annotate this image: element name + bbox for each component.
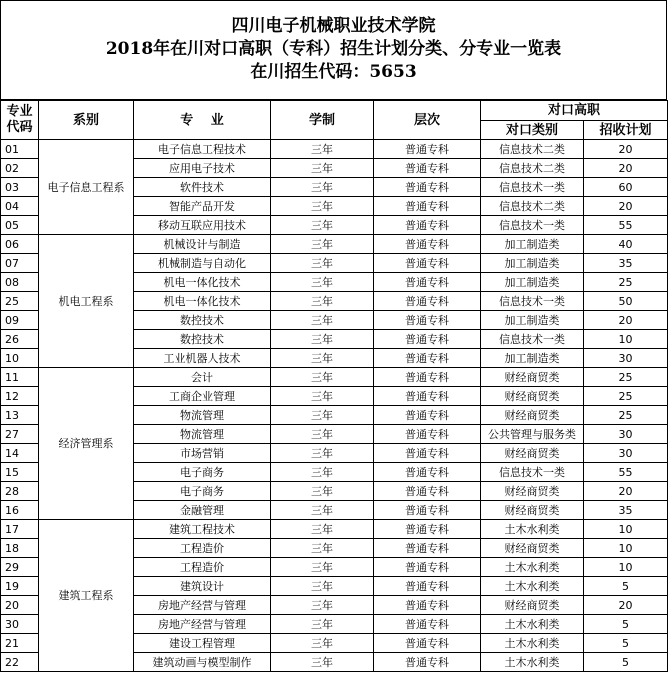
cell-duration[interactable]: 三年 — [271, 349, 374, 368]
header-plan[interactable]: 招收计划 — [584, 121, 668, 140]
cell-category[interactable]: 信息技术一类 — [481, 178, 584, 197]
cell-code[interactable]: 01 — [1, 140, 39, 159]
cell-category[interactable]: 土木水利类 — [481, 634, 584, 653]
cell-duration[interactable]: 三年 — [271, 406, 374, 425]
cell-level[interactable]: 普通专科 — [374, 216, 481, 235]
cell-duration[interactable]: 三年 — [271, 159, 374, 178]
cell-plan[interactable]: 10 — [584, 558, 668, 577]
cell-code[interactable]: 08 — [1, 273, 39, 292]
title-block — [0, 0, 667, 100]
cell-plan[interactable]: 20 — [584, 596, 668, 615]
cell-code[interactable]: 04 — [1, 197, 39, 216]
cell-plan[interactable]: 50 — [584, 292, 668, 311]
cell-plan[interactable]: 20 — [584, 159, 668, 178]
cell-category[interactable]: 信息技术二类 — [481, 197, 584, 216]
cell-category[interactable]: 加工制造类 — [481, 273, 584, 292]
cell-duration[interactable]: 三年 — [271, 577, 374, 596]
cell-duration[interactable]: 三年 — [271, 197, 374, 216]
cell-duration[interactable]: 三年 — [271, 311, 374, 330]
cell-level[interactable]: 普通专科 — [374, 425, 481, 444]
cell-code[interactable]: 07 — [1, 254, 39, 273]
cell-category[interactable]: 信息技术一类 — [481, 463, 584, 482]
cell-level[interactable]: 普通专科 — [374, 463, 481, 482]
cell-level[interactable]: 普通专科 — [374, 596, 481, 615]
cell-major[interactable]: 物流管理 — [134, 406, 271, 425]
cell-code[interactable]: 09 — [1, 311, 39, 330]
cell-category[interactable]: 财经商贸类 — [481, 406, 584, 425]
cell-category[interactable]: 加工制造类 — [481, 235, 584, 254]
cell-duration[interactable]: 三年 — [271, 254, 374, 273]
cell-level[interactable]: 普通专科 — [374, 444, 481, 463]
cell-level[interactable]: 普通专科 — [374, 140, 481, 159]
cell-department[interactable]: 电子信息工程系 — [39, 140, 134, 235]
cell-code[interactable]: 05 — [1, 216, 39, 235]
header-level[interactable]: 层次 — [374, 101, 481, 140]
cell-duration[interactable]: 三年 — [271, 178, 374, 197]
cell-plan[interactable]: 5 — [584, 653, 668, 672]
cell-major[interactable]: 数控技术 — [134, 330, 271, 349]
cell-duration[interactable]: 三年 — [271, 482, 374, 501]
cell-duration[interactable]: 三年 — [271, 634, 374, 653]
cell-major[interactable]: 建设工程管理 — [134, 634, 271, 653]
cell-category[interactable]: 土木水利类 — [481, 653, 584, 672]
cell-level[interactable]: 普通专科 — [374, 615, 481, 634]
cell-category[interactable]: 信息技术一类 — [481, 216, 584, 235]
cell-duration[interactable]: 三年 — [271, 273, 374, 292]
cell-level[interactable]: 普通专科 — [374, 292, 481, 311]
cell-category[interactable]: 财经商贸类 — [481, 539, 584, 558]
cell-level[interactable]: 普通专科 — [374, 349, 481, 368]
table-row — [1, 140, 668, 159]
cell-duration[interactable]: 三年 — [271, 235, 374, 254]
cell-duration[interactable]: 三年 — [271, 520, 374, 539]
cell-major[interactable]: 会计 — [134, 368, 271, 387]
cell-level[interactable]: 普通专科 — [374, 520, 481, 539]
cell-level[interactable]: 普通专科 — [374, 558, 481, 577]
cell-duration[interactable]: 三年 — [271, 444, 374, 463]
cell-code[interactable]: 19 — [1, 577, 39, 596]
cell-code[interactable]: 03 — [1, 178, 39, 197]
cell-duration[interactable]: 三年 — [271, 330, 374, 349]
cell-code[interactable]: 11 — [1, 368, 39, 387]
cell-plan[interactable]: 5 — [584, 634, 668, 653]
cell-category[interactable]: 土木水利类 — [481, 520, 584, 539]
cell-major[interactable]: 机电一体化技术 — [134, 273, 271, 292]
cell-level[interactable]: 普通专科 — [374, 577, 481, 596]
cell-plan[interactable]: 35 — [584, 254, 668, 273]
cell-level[interactable]: 普通专科 — [374, 273, 481, 292]
cell-plan[interactable]: 25 — [584, 273, 668, 292]
cell-duration[interactable]: 三年 — [271, 653, 374, 672]
cell-category[interactable]: 土木水利类 — [481, 577, 584, 596]
cell-duration[interactable]: 三年 — [271, 463, 374, 482]
cell-category[interactable]: 加工制造类 — [481, 311, 584, 330]
cell-duration[interactable]: 三年 — [271, 425, 374, 444]
cell-duration[interactable]: 三年 — [271, 387, 374, 406]
title-school: 四川电子机械职业技术学院 — [231, 16, 436, 36]
cell-plan[interactable]: 5 — [584, 577, 668, 596]
cell-plan[interactable]: 30 — [584, 444, 668, 463]
cell-major[interactable]: 机械制造与自动化 — [134, 254, 271, 273]
cell-level[interactable]: 普通专科 — [374, 330, 481, 349]
cell-duration[interactable]: 三年 — [271, 539, 374, 558]
table-row — [1, 235, 668, 254]
cell-level[interactable]: 普通专科 — [374, 501, 481, 520]
table-row — [1, 520, 668, 539]
cell-plan[interactable]: 10 — [584, 520, 668, 539]
cell-major[interactable]: 物流管理 — [134, 425, 271, 444]
cell-category[interactable]: 公共管理与服务类 — [481, 425, 584, 444]
cell-category[interactable]: 土木水利类 — [481, 615, 584, 634]
cell-level[interactable]: 普通专科 — [374, 178, 481, 197]
cell-code[interactable]: 29 — [1, 558, 39, 577]
cell-plan[interactable]: 20 — [584, 140, 668, 159]
cell-major[interactable]: 建筑动画与模型制作 — [134, 653, 271, 672]
cell-major[interactable]: 电子商务 — [134, 482, 271, 501]
header-row-1 — [1, 101, 668, 121]
cell-duration[interactable]: 三年 — [271, 615, 374, 634]
cell-major[interactable]: 市场营销 — [134, 444, 271, 463]
cell-code[interactable]: 30 — [1, 615, 39, 634]
cell-category[interactable]: 信息技术一类 — [481, 292, 584, 311]
cell-duration[interactable]: 三年 — [271, 368, 374, 387]
cell-category[interactable]: 信息技术二类 — [481, 140, 584, 159]
cell-plan[interactable]: 40 — [584, 235, 668, 254]
cell-code[interactable]: 26 — [1, 330, 39, 349]
cell-code[interactable]: 16 — [1, 501, 39, 520]
cell-department[interactable]: 经济管理系 — [39, 368, 134, 520]
cell-plan[interactable]: 20 — [584, 482, 668, 501]
cell-code[interactable]: 27 — [1, 425, 39, 444]
cell-plan[interactable]: 30 — [584, 349, 668, 368]
cell-level[interactable]: 普通专科 — [374, 539, 481, 558]
cell-category[interactable]: 土木水利类 — [481, 558, 584, 577]
cell-plan[interactable]: 10 — [584, 539, 668, 558]
header-code-line2: 代码 — [6, 120, 33, 135]
header-code-cell[interactable] — [1, 101, 39, 140]
cell-plan[interactable]: 5 — [584, 615, 668, 634]
cell-major[interactable]: 金融管理 — [134, 501, 271, 520]
cell-plan[interactable]: 20 — [584, 197, 668, 216]
cell-major[interactable]: 房地产经营与管理 — [134, 596, 271, 615]
cell-major[interactable]: 工业机器人技术 — [134, 349, 271, 368]
cell-category[interactable]: 财经商贸类 — [481, 501, 584, 520]
cell-code[interactable]: 06 — [1, 235, 39, 254]
cell-category[interactable]: 信息技术二类 — [481, 159, 584, 178]
cell-category[interactable]: 财经商贸类 — [481, 368, 584, 387]
cell-category[interactable]: 加工制造类 — [481, 349, 584, 368]
cell-plan[interactable]: 20 — [584, 311, 668, 330]
cell-major[interactable]: 机电一体化技术 — [134, 292, 271, 311]
cell-major[interactable]: 建筑设计 — [134, 577, 271, 596]
cell-category[interactable]: 财经商贸类 — [481, 444, 584, 463]
cell-major[interactable]: 电子信息工程技术 — [134, 140, 271, 159]
cell-level[interactable]: 普通专科 — [374, 368, 481, 387]
cell-level[interactable]: 普通专科 — [374, 197, 481, 216]
header-category[interactable]: 对口类别 — [481, 121, 584, 140]
cell-code[interactable]: 02 — [1, 159, 39, 178]
cell-major[interactable]: 机械设计与制造 — [134, 235, 271, 254]
cell-major[interactable]: 智能产品开发 — [134, 197, 271, 216]
cell-plan[interactable]: 25 — [584, 368, 668, 387]
enrollment-table — [0, 100, 668, 672]
header-duration[interactable]: 学制 — [271, 101, 374, 140]
cell-category[interactable]: 信息技术一类 — [481, 330, 584, 349]
cell-code[interactable]: 28 — [1, 482, 39, 501]
cell-plan[interactable]: 60 — [584, 178, 668, 197]
cell-plan[interactable]: 35 — [584, 501, 668, 520]
cell-level[interactable]: 普通专科 — [374, 406, 481, 425]
cell-code[interactable]: 10 — [1, 349, 39, 368]
cell-department[interactable]: 机电工程系 — [39, 235, 134, 368]
cell-duration[interactable]: 三年 — [271, 501, 374, 520]
cell-department[interactable]: 建筑工程系 — [39, 520, 134, 672]
cell-code[interactable]: 12 — [1, 387, 39, 406]
cell-level[interactable]: 普通专科 — [374, 482, 481, 501]
cell-plan[interactable]: 55 — [584, 463, 668, 482]
cell-plan[interactable]: 25 — [584, 406, 668, 425]
title-enrollment-code: 在川招生代码：5653 — [250, 62, 417, 82]
cell-level[interactable]: 普通专科 — [374, 254, 481, 273]
cell-code[interactable]: 21 — [1, 634, 39, 653]
cell-major[interactable]: 应用电子技术 — [134, 159, 271, 178]
cell-category[interactable]: 加工制造类 — [481, 254, 584, 273]
cell-level[interactable]: 普通专科 — [374, 235, 481, 254]
cell-duration[interactable]: 三年 — [271, 140, 374, 159]
table-row — [1, 368, 668, 387]
cell-code[interactable]: 18 — [1, 539, 39, 558]
cell-duration[interactable]: 三年 — [271, 216, 374, 235]
cell-plan[interactable]: 10 — [584, 330, 668, 349]
cell-duration[interactable]: 三年 — [271, 558, 374, 577]
cell-level[interactable]: 普通专科 — [374, 653, 481, 672]
cell-major[interactable]: 软件技术 — [134, 178, 271, 197]
cell-code[interactable]: 20 — [1, 596, 39, 615]
cell-level[interactable]: 普通专科 — [374, 159, 481, 178]
cell-duration[interactable]: 三年 — [271, 292, 374, 311]
cell-code[interactable]: 22 — [1, 653, 39, 672]
cell-plan[interactable]: 55 — [584, 216, 668, 235]
header-department[interactable]: 系别 — [39, 101, 134, 140]
cell-level[interactable]: 普通专科 — [374, 311, 481, 330]
cell-category[interactable]: 财经商贸类 — [481, 387, 584, 406]
header-code-line1: 专业 — [6, 104, 33, 119]
title-table-name: 2018年在川对口高职（专科）招生计划分类、分专业一览表 — [105, 39, 562, 59]
cell-code[interactable]: 13 — [1, 406, 39, 425]
cell-major[interactable]: 数控技术 — [134, 311, 271, 330]
cell-code[interactable]: 15 — [1, 463, 39, 482]
header-group[interactable]: 对口高职 — [481, 101, 668, 121]
cell-major[interactable]: 工程造价 — [134, 539, 271, 558]
cell-plan[interactable]: 30 — [584, 425, 668, 444]
cell-major[interactable]: 工程造价 — [134, 558, 271, 577]
cell-major[interactable]: 工商企业管理 — [134, 387, 271, 406]
cell-major[interactable]: 电子商务 — [134, 463, 271, 482]
cell-plan[interactable]: 25 — [584, 387, 668, 406]
cell-code[interactable]: 25 — [1, 292, 39, 311]
cell-category[interactable]: 财经商贸类 — [481, 596, 584, 615]
cell-major[interactable]: 移动互联应用技术 — [134, 216, 271, 235]
cell-duration[interactable]: 三年 — [271, 596, 374, 615]
header-major[interactable]: 专 业 — [134, 101, 271, 140]
cell-level[interactable]: 普通专科 — [374, 634, 481, 653]
cell-code[interactable]: 17 — [1, 520, 39, 539]
cell-major[interactable]: 房地产经营与管理 — [134, 615, 271, 634]
cell-category[interactable]: 财经商贸类 — [481, 482, 584, 501]
cell-code[interactable]: 14 — [1, 444, 39, 463]
cell-level[interactable]: 普通专科 — [374, 387, 481, 406]
cell-major[interactable]: 建筑工程技术 — [134, 520, 271, 539]
